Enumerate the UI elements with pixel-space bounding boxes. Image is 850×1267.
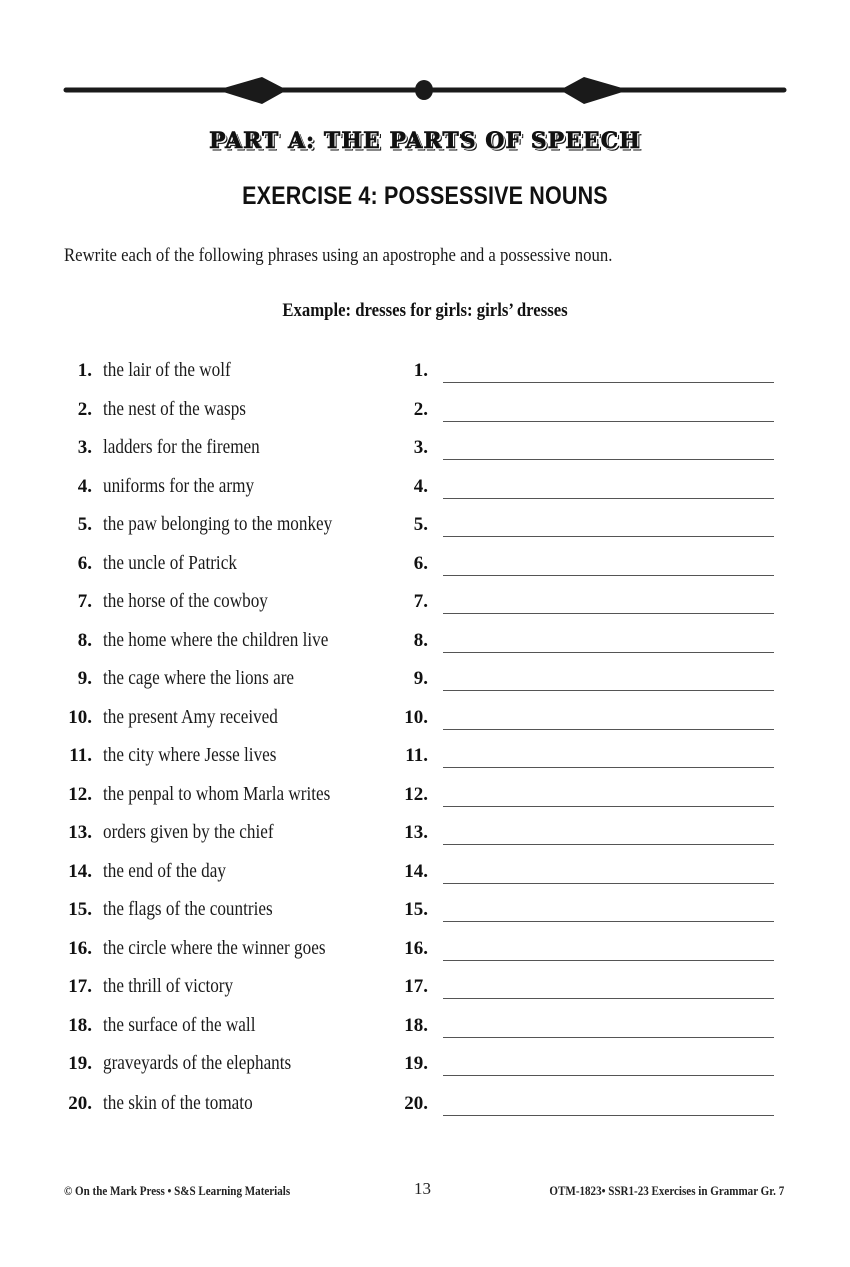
decorative-divider-icon xyxy=(62,70,788,110)
list-item xyxy=(0,668,850,706)
answer-line[interactable] xyxy=(443,806,774,807)
item-phrase: the surface of the wall xyxy=(103,1014,256,1036)
part-title: PART A: THE PARTS OF SPEECH xyxy=(209,128,641,154)
item-number: 18. xyxy=(68,1014,92,1036)
item-phrase: graveyards of the elephants xyxy=(103,1053,292,1074)
answer-line[interactable] xyxy=(443,998,774,999)
item-number: 8. xyxy=(77,629,92,651)
page-number: 13 xyxy=(414,1179,431,1198)
answer-number: 9. xyxy=(413,668,428,689)
item-phrase: ladders for the firemen xyxy=(103,437,260,458)
answer-number: 18. xyxy=(404,1014,428,1036)
list-item xyxy=(0,861,850,899)
item-phrase: uniforms for the army xyxy=(103,475,255,497)
item-number: 10. xyxy=(68,706,92,728)
item-number: 5. xyxy=(77,514,92,535)
answer-number: 17. xyxy=(404,976,428,997)
answer-number: 1. xyxy=(413,360,428,381)
list-item xyxy=(0,1053,850,1091)
item-number: 9. xyxy=(77,668,92,689)
answer-line[interactable] xyxy=(443,1037,774,1038)
item-number: 2. xyxy=(77,398,92,420)
list-item xyxy=(0,360,850,398)
item-number: 6. xyxy=(77,552,92,574)
list-item xyxy=(0,822,850,860)
item-phrase: the horse of the cowboy xyxy=(103,591,268,612)
item-phrase: the flags of the countries xyxy=(103,899,273,920)
answer-line[interactable] xyxy=(443,459,774,460)
list-item xyxy=(0,938,850,976)
item-phrase: the city where Jesse lives xyxy=(103,745,277,766)
list-item xyxy=(0,784,850,822)
answer-line[interactable] xyxy=(443,844,774,845)
item-phrase: the nest of the wasps xyxy=(103,398,246,420)
answer-number: 20. xyxy=(404,1093,428,1114)
list-item xyxy=(0,553,850,591)
answer-line[interactable] xyxy=(443,690,774,691)
item-number: 7. xyxy=(77,591,92,612)
item-phrase: the penpal to whom Marla writes xyxy=(103,783,331,805)
answer-line[interactable] xyxy=(443,652,774,653)
answer-line[interactable] xyxy=(443,921,774,922)
list-item xyxy=(0,514,850,552)
list-item xyxy=(0,1093,850,1131)
footer-product-code: OTM-1823• SSR1-23 Exercises in Grammar Gr. 7 xyxy=(549,1183,784,1198)
item-phrase: the circle where the winner goes xyxy=(103,937,326,959)
item-phrase: the present Amy received xyxy=(103,706,278,728)
answer-number: 12. xyxy=(404,783,428,805)
item-number: 12. xyxy=(68,783,92,805)
answer-number: 5. xyxy=(413,514,428,535)
footer-publisher: © On the Mark Press • S&S Learning Materials xyxy=(64,1183,291,1198)
answer-number: 4. xyxy=(413,475,428,497)
item-number: 20. xyxy=(68,1093,92,1114)
answer-line[interactable] xyxy=(443,536,774,537)
item-number: 19. xyxy=(68,1053,92,1074)
answer-number: 15. xyxy=(404,899,428,920)
item-phrase: orders given by the chief xyxy=(103,822,274,843)
answer-line[interactable] xyxy=(443,575,774,576)
answer-line[interactable] xyxy=(443,421,774,422)
list-item xyxy=(0,976,850,1014)
page-footer xyxy=(0,1179,850,1203)
list-item xyxy=(0,1015,850,1053)
list-item xyxy=(0,899,850,937)
item-phrase: the end of the day xyxy=(103,860,226,882)
answer-number: 14. xyxy=(404,860,428,882)
example: Example: dresses for girls: girls’ dresses xyxy=(282,300,568,321)
item-number: 14. xyxy=(68,860,92,882)
answer-line[interactable] xyxy=(443,960,774,961)
answer-number: 7. xyxy=(413,591,428,612)
list-item xyxy=(0,707,850,745)
instructions: Rewrite each of the following phrases using an apostrophe and a possessive noun. xyxy=(64,245,613,266)
list-item xyxy=(0,437,850,475)
item-number: 4. xyxy=(77,475,92,497)
answer-line[interactable] xyxy=(443,498,774,499)
list-item xyxy=(0,476,850,514)
list-item xyxy=(0,591,850,629)
item-phrase: the uncle of Patrick xyxy=(103,552,237,574)
list-item xyxy=(0,630,850,668)
item-phrase: the paw belonging to the monkey xyxy=(103,514,333,535)
answer-line[interactable] xyxy=(443,883,774,884)
item-number: 16. xyxy=(68,937,92,959)
answer-number: 11. xyxy=(405,745,428,766)
answer-line[interactable] xyxy=(443,613,774,614)
item-phrase: the skin of the tomato xyxy=(103,1093,253,1114)
item-number: 3. xyxy=(77,437,92,458)
item-phrase: the cage where the lions are xyxy=(103,668,295,689)
item-number: 13. xyxy=(68,822,92,843)
answer-line[interactable] xyxy=(443,767,774,768)
item-phrase: the thrill of victory xyxy=(103,976,234,997)
answer-line[interactable] xyxy=(443,1115,774,1116)
item-number: 15. xyxy=(68,899,92,920)
answer-number: 10. xyxy=(404,706,428,728)
answer-number: 3. xyxy=(413,437,428,458)
answer-number: 8. xyxy=(413,629,428,651)
exercise-title: EXERCISE 4: POSSESSIVE NOUNS xyxy=(242,182,608,210)
list-item xyxy=(0,399,850,437)
answer-number: 19. xyxy=(404,1053,428,1074)
item-number: 1. xyxy=(77,360,92,381)
answer-number: 16. xyxy=(404,937,428,959)
answer-line[interactable] xyxy=(443,729,774,730)
item-phrase: the home where the children live xyxy=(103,629,329,651)
answer-number: 13. xyxy=(404,822,428,843)
answer-number: 2. xyxy=(413,398,428,420)
answer-number: 6. xyxy=(413,552,428,574)
list-item xyxy=(0,745,850,783)
answer-line[interactable] xyxy=(443,382,774,383)
item-number: 17. xyxy=(68,976,92,997)
item-number: 11. xyxy=(69,745,92,766)
item-phrase: the lair of the wolf xyxy=(103,360,231,381)
answer-line[interactable] xyxy=(443,1075,774,1076)
